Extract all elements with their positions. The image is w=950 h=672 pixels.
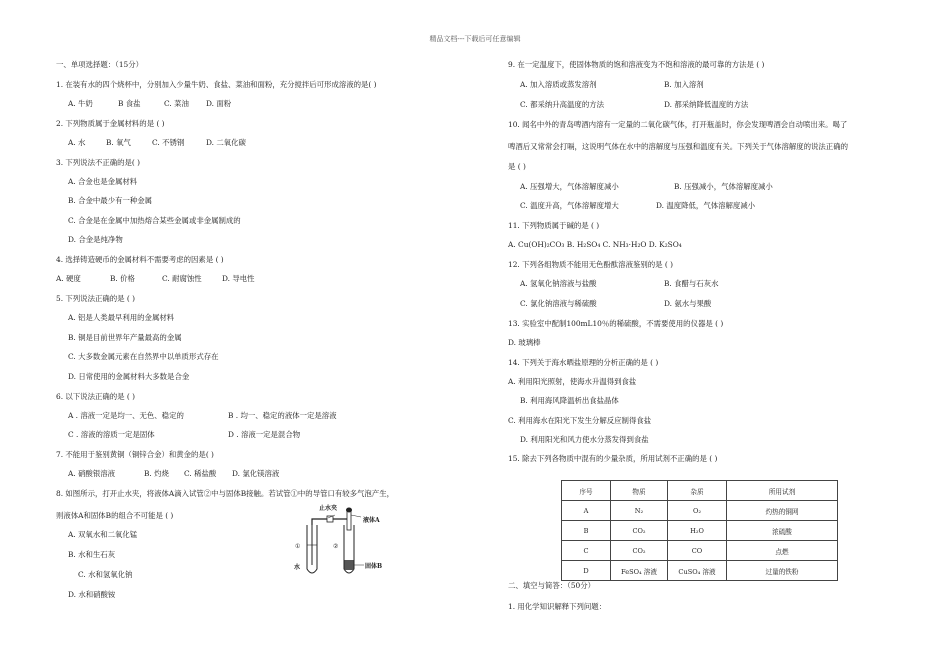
table-cell: O₂ — [668, 501, 727, 521]
question-8-line-1: 8. 如图所示，打开止水夹，将液体A滴入试管②中与固体B接触。若试管①中的导管口有较多气泡产生， — [56, 489, 394, 498]
q6-option-b: B . 均一、稳定的液体一定是溶液 — [228, 411, 337, 420]
q12-option-b: B. 食醋与石灰水 — [664, 279, 719, 288]
q3-option-c: C. 合金是在金属中加热熔合某些金属或非金属制成的 — [68, 216, 241, 225]
q8-option-a: A. 双氧水和二氧化锰 — [68, 530, 138, 539]
q14-option-d: D. 利用阳光和风力使水分蒸发得到食盐 — [520, 435, 649, 444]
q3-option-d: D. 合金是纯净物 — [68, 235, 123, 244]
section-2-question-1: 1. 用化学知识解释下列问题： — [508, 602, 607, 611]
question-15: 15. 除去下列各物质中混有的少量杂质，所用试剂不正确的是 ( ) — [508, 454, 718, 463]
table-header-cell: 序号 — [562, 481, 611, 501]
q14-option-b: B. 利用海风降温析出食盐晶体 — [520, 396, 619, 405]
q1-option-a: A. 牛奶 — [68, 99, 93, 108]
table-header-cell: 所用试剂 — [727, 481, 838, 501]
q1-option-d: D. 面粉 — [206, 99, 232, 108]
q12-option-a: A. 氢氧化钠溶液与盐酸 — [520, 279, 597, 288]
q10-option-a: A. 压强增大，气体溶解度减小 — [520, 182, 619, 191]
q9-option-d: D. 都采纳降低温度的方法 — [664, 100, 749, 109]
table-cell: H₂O — [668, 521, 727, 541]
table-cell: 灼热的铜网 — [727, 501, 838, 521]
q5-option-c: C. 大多数金属元素在自然界中以单质形式存在 — [68, 352, 219, 361]
q6-option-a: A . 溶液一定是均一、无色、稳定的 — [68, 411, 184, 420]
table-header-row — [562, 481, 838, 501]
question-11: 11. 下列物质属于碱的是 ( ) — [508, 221, 600, 230]
question-10-line-3: 是 ( ) — [508, 162, 526, 171]
question-8-line-2: 则液体A和固体B的组合不可能是 ( ) — [56, 511, 174, 520]
section-1-title: 一、单项选择题：（15分） — [56, 60, 144, 69]
q14-option-c: C. 利用海水在阳光下发生分解反应制得食盐 — [508, 416, 652, 425]
q6-option-c: C . 溶液的溶质一定是固体 — [68, 430, 155, 439]
section-2-title: 二、填空与简答：（50分） — [508, 581, 596, 590]
table-cell: CO — [668, 541, 727, 561]
q7-option-b: B. 灼烧 — [144, 469, 169, 478]
q2-option-a: A. 水 — [68, 138, 86, 147]
question-9: 9. 在一定温度下，使固体物质的饱和溶液变为不饱和溶液的最可靠的方法是 ( ) — [508, 60, 765, 69]
q4-option-d: D. 导电性 — [222, 274, 255, 283]
q7-option-a: A. 硝酸银溶液 — [68, 469, 115, 478]
q9-option-c: C. 都采纳升高温度的方法 — [520, 100, 604, 109]
table-cell: D — [562, 561, 611, 581]
q4-option-c: C. 耐腐蚀性 — [162, 274, 202, 283]
question-6: 6. 以下说法正确的是 ( ) — [56, 392, 135, 401]
question-1: 1. 在装有水的四个烧杯中，分别加入少量牛奶、食盐、菜油和面粉，充分搅拌后可形成溶液的是( ) — [56, 80, 377, 89]
question-3: 3. 下列说法不正确的是( ) — [56, 158, 141, 167]
q2-option-c: C. 不锈钢 — [152, 138, 185, 147]
table-cell: N₂ — [611, 501, 668, 521]
page-header: 精品文档---下载后可任意编辑 — [429, 35, 521, 43]
label-liquid-a: 液体A — [363, 517, 380, 524]
table-cell: A — [562, 501, 611, 521]
table-cell: CuSO₄ 溶液 — [668, 561, 727, 581]
table-header-cell: 杂质 — [668, 481, 727, 501]
q3-option-a: A. 合金也是金属材料 — [68, 177, 138, 186]
q10-option-d: D. 温度降低，气体溶解度减小 — [656, 201, 756, 210]
q5-option-b: B. 铜是目前世界年产量最高的金属 — [68, 333, 182, 342]
question-7: 7. 不能用于鉴别黄铜（铜锌合金）和黄金的是( ) — [56, 450, 214, 459]
q10-option-b: B. 压强减小，气体溶解度减小 — [674, 182, 773, 191]
table-cell: C — [562, 541, 611, 561]
table-cell: CO₂ — [611, 521, 668, 541]
table-cell: 过量的铁粉 — [727, 561, 838, 581]
question-10-line-1: 10. 闻名中外的青岛啤酒内溶有一定量的二氧化碳气体，打开瓶盖时，你会发现啤酒会自动喷出来。喝了 — [508, 120, 848, 129]
q8-option-d: D. 水和硝酸铵 — [68, 590, 116, 599]
q4-option-b: B. 价格 — [110, 274, 135, 283]
question-14: 14. 下列关于海水晒盐原理的分析正确的是 ( ) — [508, 358, 659, 367]
table-cell: CO₂ — [611, 541, 668, 561]
q12-option-d: D. 氨水与果酸 — [664, 299, 712, 308]
apparatus-diagram — [289, 505, 409, 584]
question-2: 2. 下列物质属于金属材料的是 ( ) — [56, 119, 165, 128]
label-water: 水 — [294, 564, 301, 571]
impurity-table — [561, 480, 838, 581]
q13-option-d: D. 玻璃棒 — [508, 338, 541, 347]
q2-option-d: D. 二氧化碳 — [206, 138, 246, 147]
q9-option-b: B. 加入溶剂 — [664, 80, 704, 89]
question-5: 5. 下列说法正确的是 ( ) — [56, 294, 135, 303]
q6-option-d: D . 溶液一定是混合物 — [228, 430, 301, 439]
label-solid-b: 固体B — [365, 563, 383, 570]
table-row — [562, 521, 838, 541]
q1-option-b: B 食盐 — [118, 99, 141, 108]
table-cell: FeSO₄ 溶液 — [611, 561, 668, 581]
label-stopcock: 止水夹 — [319, 505, 338, 512]
q3-option-b: B. 合金中最少有一种金属 — [68, 196, 153, 205]
table-cell: 浓硫酸 — [727, 521, 838, 541]
q2-option-b: B. 氧气 — [106, 138, 131, 147]
table-row — [562, 541, 838, 561]
q11-options: A. Cu(OH)₂CO₃ B. H₂SO₄ C. NH₃·H₂O D. K₂SO₄ — [508, 240, 682, 249]
table-cell: B — [562, 521, 611, 541]
q5-option-d: D. 日常使用的金属材料大多数是合金 — [68, 372, 190, 381]
q12-option-c: C. 氯化钠溶液与稀硫酸 — [520, 299, 597, 308]
table-header-cell: 物质 — [611, 481, 668, 501]
table-row — [562, 561, 838, 581]
question-4: 4. 选择铸造硬币的金属材料不需要考虑的因素是 ( ) — [56, 255, 224, 264]
q1-option-c: C. 菜油 — [164, 99, 189, 108]
q14-option-a: A. 利用阳光照射，使海水升温得到食盐 — [508, 377, 637, 386]
q8-option-c: C. 水和氢氧化钠 — [78, 570, 133, 579]
question-10-line-2: 啤酒后又常常会打嗝，这说明气体在水中的溶解度与压强和温度有关。下列关于气体溶解度的说法正确的 — [508, 142, 848, 151]
table-row — [562, 501, 838, 521]
table-cell: 点燃 — [727, 541, 838, 561]
q9-option-a: A. 加入溶质或蒸发溶剂 — [520, 80, 597, 89]
question-13: 13. 实验室中配制100mL10％的稀硫酸，不需要使用的仪器是 ( ) — [508, 319, 724, 328]
label-tube-1: ① — [295, 543, 301, 550]
label-tube-2: ② — [333, 543, 339, 550]
q7-option-c: C. 稀盐酸 — [184, 469, 217, 478]
q8-option-b: B. 水和生石灰 — [68, 550, 116, 559]
q7-option-d: D. 氯化镁溶液 — [232, 469, 280, 478]
apparatus-drawing — [289, 505, 409, 580]
question-12: 12. 下列各组物质不能用无色酚酞溶液鉴别的是 ( ) — [508, 260, 673, 269]
q10-option-c: C. 温度升高，气体溶解度增大 — [520, 201, 619, 210]
q4-option-a: A. 硬度 — [56, 274, 81, 283]
q5-option-a: A. 铝是人类最早利用的金属材料 — [68, 313, 175, 322]
